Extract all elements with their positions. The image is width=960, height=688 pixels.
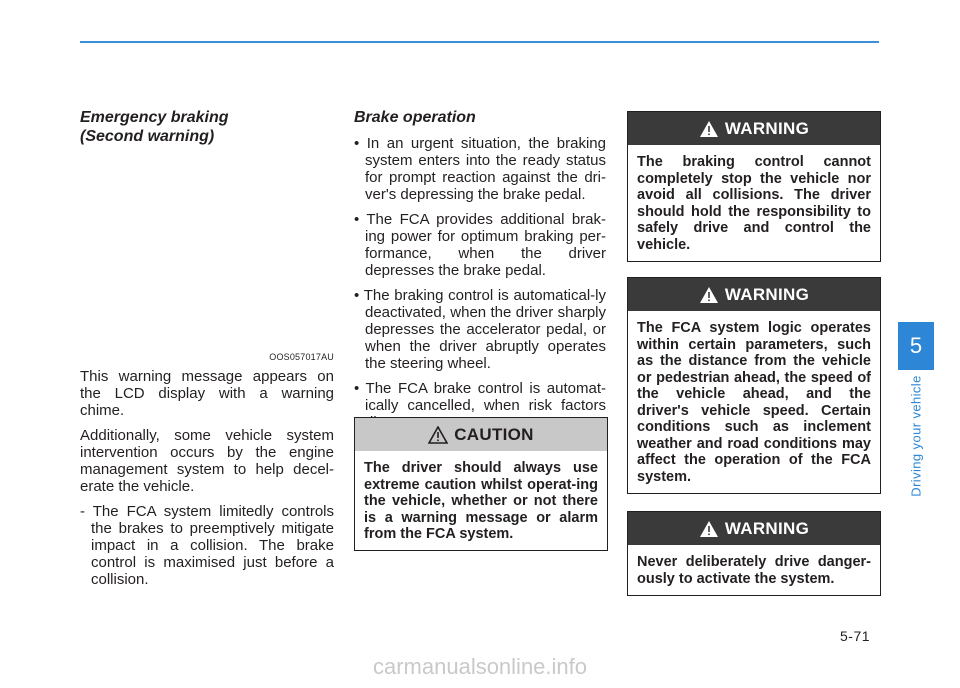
watermark: carmanualsonline.info (372, 654, 588, 679)
list-item: • The FCA provides additional brak-ing power for optimum braking per-formance, when the driver depresses the brake pedal. (354, 211, 606, 279)
section-heading-emergency-braking: Emergency braking (Second warning) (80, 109, 229, 145)
caution-header (355, 418, 607, 451)
warning-text: The FCA system logic operates within certain parameters, such as the distance from the vehicle or pedestrian ahead, the speed of the vehicle ahead, and the driver's vehicle speed. Certain conditions such as inclement weather and road conditions may affect the operation of the FCA system. (637, 320, 871, 485)
warning-icon (699, 520, 719, 538)
bullet-list (354, 135, 606, 431)
top-rule (80, 41, 879, 43)
warning-title: WARNING (724, 118, 810, 138)
warning-title: WARNING (724, 284, 810, 304)
caution-text: The driver should always use extreme caution whilst operat-ing the vehicle, whether or not there is a warning message or alarm from the FCA system. (364, 460, 598, 542)
middle-column (354, 108, 606, 439)
list-item: • The FCA brake control is automat-ically cancelled, when risk factors (354, 380, 606, 414)
page-number: 5-71 (840, 628, 871, 644)
chapter-tab: 5 (898, 322, 934, 370)
left-column (80, 108, 334, 588)
warning-box (627, 111, 881, 262)
section-heading-brake-operation: Brake operation (354, 109, 476, 126)
warning-header (628, 112, 880, 145)
image-code: OOS057017AU (269, 352, 334, 362)
warning-text: Never deliberately drive danger-ously to activate the system. (637, 554, 871, 587)
warning-header (628, 278, 880, 311)
chapter-label: Driving your vehicle (908, 375, 924, 497)
warning-icon (699, 286, 719, 304)
warning-title: WARNING (724, 518, 810, 538)
warning-box (627, 277, 881, 494)
list-item: • In an urgent situation, the braking system enters into the ready status for prompt reaction against the dri-ver's depressing the brake pedal. (354, 135, 606, 203)
caution-box (354, 417, 608, 551)
caution-icon (428, 426, 448, 444)
warning-icon (699, 120, 719, 138)
list-item: • The braking control is automatical-ly deactivated, when the driver sharply depresses the accelerator pedal, or when the driver abruptly operates the steering wheel. (354, 287, 606, 372)
warning-box (627, 511, 881, 596)
caution-title: CAUTION (454, 424, 534, 444)
illustration-placeholder (80, 146, 334, 368)
paragraph: Additionally, some vehicle system intervention occurs by the engine management system to help decel-erate the vehicle. (80, 427, 334, 495)
dash-list-item: - The FCA system limitedly controls the brakes to preemptively mitigate impact in a collision. The brake control is maximised just before a collision. (80, 503, 334, 588)
paragraph: This warning message appears on the LCD display with a warning chime. (80, 368, 334, 419)
warning-text: The braking control cannot completely stop the vehicle nor avoid all collisions. The driver should hold the responsibility to safely drive and control the vehicle. (637, 154, 871, 253)
warning-header (628, 512, 880, 545)
